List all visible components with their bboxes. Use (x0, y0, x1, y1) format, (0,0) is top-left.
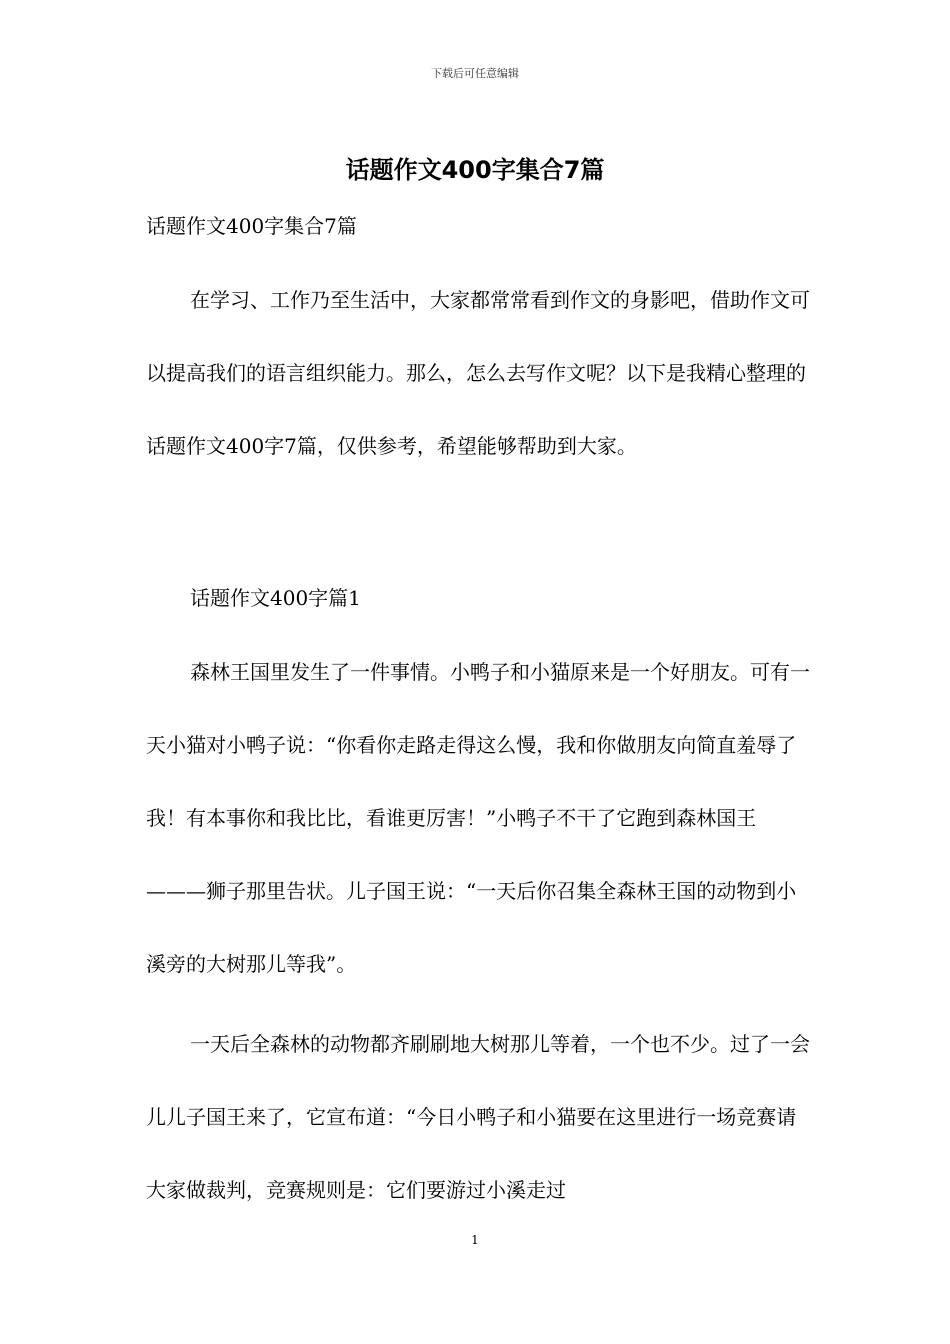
intro-paragraph: 在学习、工作乃至生活中，大家都常常看到作文的身影吧，借助作文可以提高我们的语言组织能力。那么，怎么去写作文呢？以下是我精心整理的话题作文400字7篇，仅供参考，希望能够帮助到大家。 (146, 288, 810, 458)
document-title: 话题作文400字集合7篇 (345, 156, 605, 184)
page-number: 1 (471, 1233, 479, 1247)
section-heading: 话题作文400字篇1 (190, 586, 361, 610)
header-note: 下载后可任意编辑 (431, 67, 519, 80)
story-paragraph: 一天后全森林的动物都齐刷刷地大树那儿等着，一个也不少。过了一会儿儿子国王来了，它宣布道：“今日小鸭子和小猫要在这里进行一场竞赛请大家做裁判，竞赛规则是：它们要游过小溪走过 (146, 1032, 810, 1202)
story-paragraph: 森林王国里发生了一件事情。小鸭子和小猫原来是一个好朋友。可有一天小猫对小鸭子说：“你看你走路走得这么慢，我和你做朋友向简直羞辱了我！有本事你和我比比，看谁更厉害！”小鸭子不干了它跑到森林国王———狮子那里告状。儿子国王说：“一天后你召集全森林王国的动物到小溪旁的大树那儿等我”。 (146, 660, 810, 976)
document-subtitle: 话题作文400字集合7篇 (146, 214, 357, 238)
